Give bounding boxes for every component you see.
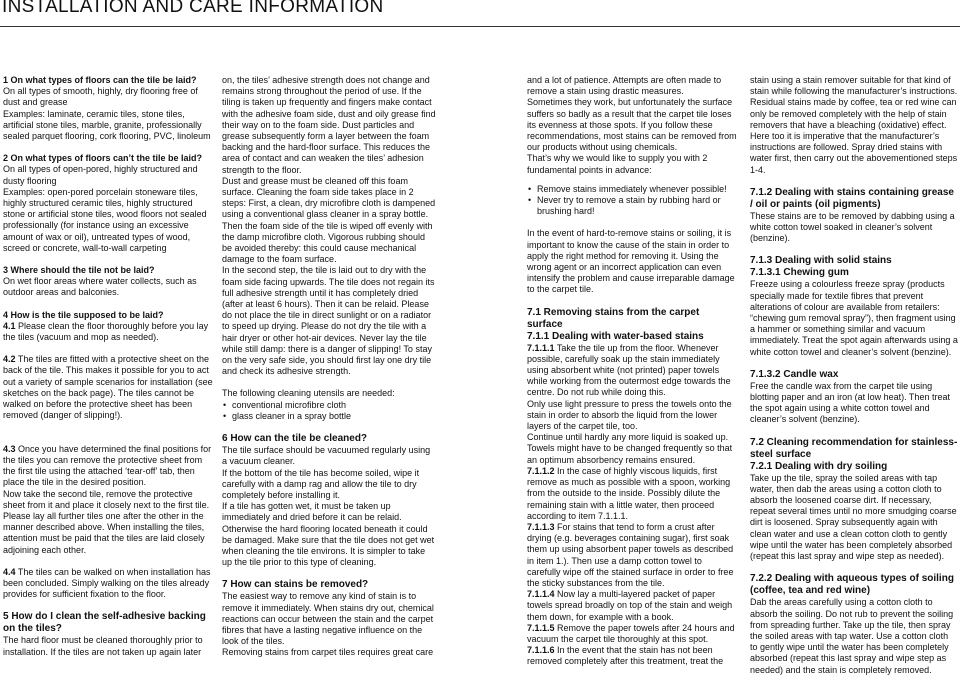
utensils-intro: The following cleaning utensils are needed: [222,388,395,399]
step-number: 7.1.1.1 [527,342,555,353]
section-heading: 7.2.2 Dealing with aqueous types of soiling (coffee, tea and red wine) [750,573,954,597]
section-heading: 7.1.3 Dealing with solid stains [750,255,892,267]
fundamental-points [527,184,737,218]
section-heading: 7.1.2 Dealing with stains containing grease / oil or paints (oil pigments) [750,186,954,210]
section-text: Freeze using a colourless freeze spray (products specially made for textile fibres that prevent alterations of colour are available from retailers: “chewing gum removal spray”), then fragment using a hammer or something similar and vacuum immediately. Treat the spot again afterwards using a white cotton towel and cleaner’s solvent (benzine). [750,279,958,357]
title-divider [0,26,960,27]
step-number: 7.1.1.2 [527,465,555,476]
utensils-list [222,400,437,422]
list-item: • Never try to remove a stain by rubbing hard or brushing hard! [537,195,737,217]
subsection-heading: 7.1.3.1 Chewing gum [750,267,849,279]
section-7-1 [527,307,737,668]
section-heading: 7.1 Removing stains from the carpet surface [527,306,700,330]
section-heading: 5 How do I clean the self-adhesive backing on the tiles? [3,611,206,635]
step-body: Now lay a multi-layered packet of paper towels spread broadly on top of the stain and weigh them down, for example with a book. [527,589,733,622]
section-7-1-3-2 [750,369,958,426]
section-heading: 3 Where should the tile not be laid? [3,265,155,276]
section-text: Free the candle wax from the carpet tile using blotting paper and an iron (at low heat). Then treat the spot again using a white cotton towel and cleaner’s solvent (benzine). [750,380,950,425]
step-number: 7.1.1.3 [527,521,555,532]
section-text: On all types of open-pored, highly structured and dusty flooring Examples: open-pored porcelain stoneware tiles, highly structured ceramic tiles, highly structured stone or artificial stone tiles, wood floors not sealed professionally (for instance using an excessive amount of wax or oil), untreated types of wood, screed or concrete, wall-to-wall carpeting [3,164,207,253]
step-number: 7.1.1.6 [527,645,555,656]
step-body: In the event that the stain has not been removed completely after this treatment, treat the [527,645,724,667]
step-body: Please clean the floor thoroughly before you lay the tiles (vacuum and mop as needed). [3,320,209,343]
section-heading: 7.2 Cleaning recommendation for stainless-steel surface [750,436,958,460]
section-7 [222,579,437,658]
step-body: The tiles are fitted with a protective sheet on the back of the tile. This makes it possible for you to act out a variety of sample scenarios for installation (see sketches on the back page). The tiles cannot be walked on before the protective sheet has been removed (danger of slipping!). [3,354,213,421]
step-7-1-1-1 [527,343,737,466]
section-heading: 7 How can stains be removed? [222,579,369,591]
section-4 [3,310,213,344]
step-7-1-1-4 [527,589,737,623]
section-text: The tile surface should be vacuumed regularly using a vacuum cleaner. If the bottom of the tile has become soiled, wipe it carefully with a damp rag and allow the tile to dry completely before installing it. If a tile has gotten wet, it must be taken up immediately and dried before it can be relaid. Otherwise the hard flooring located beneath it could be damaged. Make sure that the tile does not get wet when cleaning the tile environs. It is simpler to take up the tile prior to this type of cleaning. [222,445,435,568]
section-heading: 7.1.3.2 Candle wax [750,368,839,380]
section-heading: 1 On what types of floors can the tile be laid? [3,75,197,85]
section-text: On wet floor areas where water collects, such as outdoor areas and balconies. [3,276,197,298]
stain-cause-text: In the event of hard-to-remove stains or soiling, it is important to know the cause of the stain in order to apply the right method for removing it. Using the wrong agent or an incorrect application can even intensify the problem and cause irreparable damage to the carpet tile. [527,228,735,295]
step-7-1-1-6 [527,645,737,667]
list-item: • glass cleaner in a spray bottle [232,411,437,422]
subsection-heading: 7.1.1 Dealing with water-based stains [527,330,704,342]
step-number: 4.3 [3,443,16,454]
step-number: 7.1.1.4 [527,589,555,600]
section-heading: 4 How is the tile supposed to be laid? [3,309,164,320]
section-6 [222,433,437,568]
section-text: The easiest way to remove any kind of stain is to remove it immediately. When stains dry out, chemical reactions can occur between the stain and the carpet fibres that have a lasting negative influence on the look of the tiles. Removing stains from carpet tiles requires great care [222,591,434,658]
column-2 [222,75,437,658]
section-text: These stains are to be removed by dabbing using a white cotton towel soaked in cleaner’s solvent (benzine). [750,210,955,244]
section-text: The hard floor must be cleaned thoroughly prior to installation. If the tiles are not taken up again later [3,635,203,657]
section-7-1-2 [750,187,958,245]
subsection-heading: 7.2.1 Dealing with dry soiling [750,460,888,472]
step-7-1-1-3 [527,522,737,589]
step-4-3 [3,432,213,555]
step-number: 4.4 [3,566,16,577]
step-7-1-1-5 [527,623,737,645]
column-4 [750,75,958,675]
step-number: 7.1.1.5 [527,622,555,633]
section-3 [3,265,213,299]
step-body: Take the tile up from the floor. Whenever possible, carefully soak up the stain immediately using absorbent white (not printed) paper towels while working from the outermost edge towards the centre. Do not rub while doing this. Only use light pressure to press the towels onto the stain in order to absorb the liquid from the lower layers of the carpet tile, too. Continue until hardly any more liquid is soaked up. Towels might have to be changed frequently so that an optimum absorbency remains ensured. [527,342,733,465]
section-7-1-3 [750,255,958,357]
adhesive-cleaning-text: on, the tiles’ adhesive strength does not change and remains strong throughout the period of use. If the tiling is taken up frequently and fingers make contact with the adhesive foam side, dust and oily grease find their way on to the foam side. Dust particles and grease subsequently form a layer between the foam backing and the hard-floor surface. This reduces the area of contact and can weaken the tiles’ adhesion strength to the floor. Dust and grease must be cleaned off this foam surface. Cleaning the foam side takes place in 2 steps: First, a clean, dry microfibre cloth is dampened using a conventional glass cleaner in a spray bottle. Then the foam side of the tile is wiped off evenly with the damp microfibre cloth. Vigorous rubbing should be avoided thereby: this could cause mechanical damage to the foam surface. In the second step, the tile is laid out to dry with the foam side facing upwards. The tile does not regain its full adhesive strength until it has completely dried (after at least 6 hours). Then it can be relaid. Please do not place the tile in direct sunlight or on a radiator to speed up drying. Please do not dry the tile with a hair dryer or other hot-air devices. Never lay the tile while still damp: there is a danger of slipping! To stay on the very safe side, you should first lay one dry tile and check its adhesive strength. [222,75,436,377]
step-body: Remove the paper towels after 24 hours and vacuum the carpet tile thoroughly at this spot. [527,622,735,644]
step-body: For stains that tend to form a crust after drying (e.g. beverages containing sugar), first soak them up using absorbent paper towels as described in item 1.). Then use a damp cotton towel to carefully wipe off the stained surface in order to free the sticky substances from the tile. [527,521,734,588]
step-7-1-1-2 [527,466,737,522]
step-4-4 [3,567,213,601]
step-body: Once you have determined the final positions for the tiles you can remove the protective sheet from the first tile using the attached ‘tear-off’ tab, then place the tile in the desired position. Now take the second tile, remove the protective sheet from it and place it closely next to the first tile. Please lay all further tiles one after the other in the manner described above. When installing the tiles, attention must be paid that the tiles are laid closely adjoining each other. [3,443,212,555]
step-body: In the case of highly viscous liquids, first remove as much as possible with a spoon, working from the outside to the inside. Possibly dilute the remaining stain with a little water, then proceed according to item 7.1.1.1. [527,465,731,521]
column-3 [527,75,737,667]
utensils-block [222,388,437,422]
list-item: • conventional microfibre cloth [232,400,437,411]
section-text: Dab the areas carefully using a cotton cloth to absorb the soiling. Do not rub to prevent the soiling from spreading further. Take up the tile, then spray the soiled areas with tap water. Use a cotton cloth to gently wipe until the water has been completely absorbed (repeat this last spray and wipe step as needed) and the stain is completely removed. [750,597,954,675]
stain-intro-text: and a lot of patience. Attempts are often made to remove a stain using drastic measures. Sometimes they work, but unfortunately the surface suffers so badly as a result that the carpet tile loses its evenness at those spots. If you follow these recommendations, most stains can be removed from our products without using chemicals. That’s why we would like to supply you with 2 fundamental points in advance: [527,75,737,175]
section-1 [3,75,213,142]
step-body: The tiles can be walked on when installation has been concluded. Simply walking on the tiles already provides for sufficient fixation to the floor. [3,566,211,600]
section-heading: 6 How can the tile be cleaned? [222,433,368,445]
section-2 [3,153,213,254]
section-7-2-2 [750,573,958,675]
section-text: Take up the tile, spray the soiled areas with tap water, then dab the areas using a cotton cloth to absorb the loosened coarse dirt. If necessary, repeat several times until no more smudging coarse dirt is loosened. Spray subsequently again with clean water and use a clean cotton cloth to gently wipe until the water has been completely absorbed (repeat this last spray and wipe step as needed). [750,472,957,562]
section-7-2 [750,437,958,563]
section-heading: 2 On what types of floors can’t the tile be laid? [3,153,203,164]
step-4-2 [3,354,213,421]
stain-remover-text: stain using a stain remover suitable for that kind of stain while following the manufacturer’s instructions. Residual stains made by coffee, tea or red wine can only be removed completely with the help of stain removers that have a bleaching (oxidative) effect. Here too it is imperative that the manufacturer’s instructions are followed. Spray dried stains with water first, then carry out the abovementioned steps 1-4. [750,75,958,175]
step-number: 4.2 [3,354,16,365]
step-text [3,321,208,342]
page-title: INSTALLATION AND CARE INFORMATION [2,0,384,17]
list-item: • Remove stains immediately whenever possible! [537,184,737,195]
section-5 [3,611,213,657]
step-number: 4.1 [3,320,16,331]
section-text: On all types of smooth, highly, dry flooring free of dust and grease Examples: laminate, ceramic tiles, stone tiles, artificial stone tiles, marble, granite, professionally sealed parquet flooring, cork flooring, PVC, linoleum [3,86,211,142]
fundamental-list [527,184,737,218]
column-1 [3,75,213,657]
